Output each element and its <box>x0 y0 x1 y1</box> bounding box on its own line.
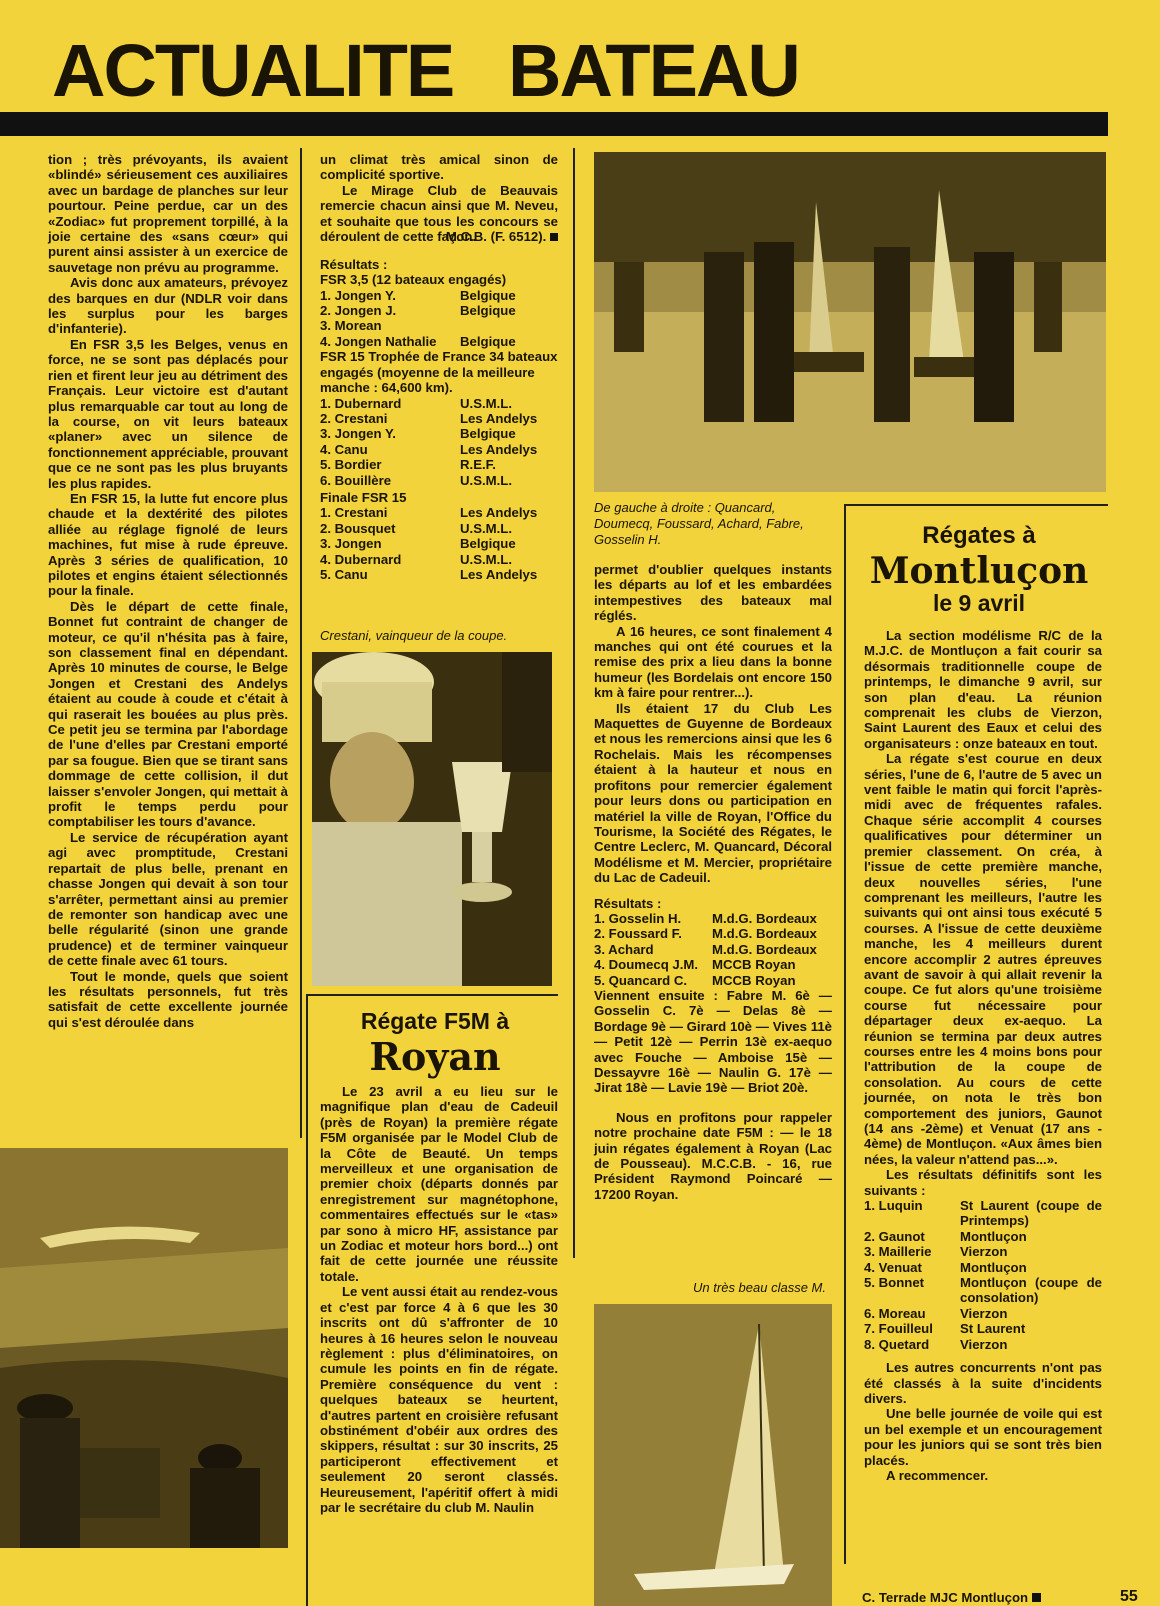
photo-caption-boat: Un très beau classe M. <box>693 1280 826 1295</box>
header-bar <box>0 112 1108 136</box>
table-row: 2. Crestani Les Andelys <box>320 410 538 426</box>
photo-caption-group: De gauche à droite : Quancard, Doumecq, Foussard, Achard, Fabre, Gosselin H. <box>594 500 804 547</box>
table-row: 7. Fouilleul St Laurent <box>864 1321 1026 1337</box>
paragraph: Dès le départ de cette finale, Bonnet fut contraint de changer de moteur, ce qu'il n'hésita pas à faire, son classement final en dépendant. Après 10 minutes de course, le Belge Jongen et Crestani des Andelys étaient au coude à coude et c'était à qui raserait les bouées au plus près. Ce petit jeu se termina par l'abordage de l'une d'elles par Crestani emporté par sa fougue. Bien que se tirant sans dommage de cette collision, il dut laisser s'envoler Jongen, qui mettait à profit le temps perdu pour comptabiliser les tours d'avance. <box>48 598 288 830</box>
paragraph: Le 23 avril a eu lieu sur le magnifique plan d'eau de Cadeuil (près de Royan) la première régate F5M organisée par le Model Club de la Côte de Beauté. Un temps merveilleux et une organisation de premier choix (départs donnés par enregistrement sur magnétophone, commentaires effectués sur le «tas» par sono à micro HF, assistance par un Zodiac et moteur hors bord...) ont fait de cette journée une réussite totale. <box>320 1084 558 1284</box>
table-row: 4. Venuat Montluçon <box>864 1259 1027 1275</box>
fsr15-results <box>320 396 537 488</box>
photo-crestani-trophy <box>312 652 552 986</box>
table-row: 3. Achard M.d.G. Bordeaux <box>594 941 817 957</box>
finale-results <box>320 505 537 582</box>
montlucon-title-line1: Régates à <box>922 522 1036 549</box>
royan-text <box>320 1084 558 1515</box>
table-row: 3. Maillerie Vierzon <box>864 1244 1008 1260</box>
table-row: 5. Quancard C. MCCB Royan <box>594 972 796 988</box>
table-row: 6. Bouillère U.S.M.L. <box>320 472 513 488</box>
column-2-text <box>320 152 558 582</box>
montlucon-title-line2: Montluçon <box>869 550 1089 592</box>
table-row: 4. Jongen Nathalie Belgique <box>320 333 516 349</box>
paragraph: A 16 heures, ce sont finalement 4 manches qui ont été courues et la remise des prix a lieu dans la bonne humeur (les Bordelais ont encore 150 km à faire pour rentrer...). <box>594 623 832 701</box>
table-row: 4. Dubernard U.S.M.L. <box>320 551 513 567</box>
paragraph: Le service de récupération ayant agi avec promptitude, Crestani repartait de plus belle, prenant en chasse Jongen qui devait à son tour s'arrêter, permettant ainsi au premier de remonter son handicap avec une belle régularité (sinon une grande prudence) et de terminer vainqueur de cette finale avec 61 tours. <box>48 829 288 969</box>
paragraph: En FSR 3,5 les Belges, venus en force, ne se sont pas déplacés pour rien et firent leur jeu au détriment des Français. Leur victoire est d'autant plus remarquable car tout au long de la course, on vit leurs bateaux «planer» avec un silence de fonctionnement appréciable, prouvant que ce ne sont pas les plus bruyants les plus rapides. <box>48 336 288 491</box>
table-row: 1. Dubernard U.S.M.L. <box>320 395 513 411</box>
column-3-text <box>594 562 832 1202</box>
royan-title-line1: Régate F5M à <box>360 1008 510 1034</box>
table-row: 3. Morean <box>320 318 382 334</box>
table-row: 1. Luquin St Laurent (coupe de Printemps) <box>864 1198 1102 1229</box>
paragraph: La section modélisme R/C de la M.J.C. de Montluçon a fait courir sa désormais traditionnelle coupe de printemps, le dimanche 9 avril, sur son plan d'eau. La réunion comprenait les clubs de Vierzon, Saint Laurent des Eaux et celui des organisateurs : onze bateaux en tout. <box>864 628 1102 751</box>
table-row: 4. Doumecq J.M. MCCB Royan <box>594 957 796 973</box>
paragraph: Tout le monde, quels que soient les résultats personnels, fut très satisfait de cette excellente journée qui s'est déroulée dans <box>48 968 288 1030</box>
paragraph: En FSR 15, la lutte fut encore plus chaude et la dextérité des pilotes alliée au réglage fignolé de leurs machines, fut mise à rude épreuve. Après 3 séries de qualification, 10 pilotes et engins étaient sélectionnés pour la finale. <box>48 490 288 599</box>
header-title-bateau: BATEAU <box>508 29 799 112</box>
table-row: 2. Bousquet U.S.M.L. <box>320 520 513 536</box>
table-row: 1. Jongen Y. Belgique <box>320 287 516 303</box>
royan-results <box>594 911 817 988</box>
paragraph-reminder: Nous en profitons pour rappeler notre prochaine date F5M : — le 18 juin régates également à Royan (Lac de Pousseau). M.C.C.B. - 16, rue Président Raymond Poincaré — 17200 Royan. <box>594 1109 832 1202</box>
royan-box-rule <box>306 994 558 996</box>
paragraph: Avis donc aux amateurs, prévoyez des barques en dur (NDLR voir dans les surplus pour les barges d'infanterie). <box>48 275 288 337</box>
montlucon-box-rule <box>844 504 1108 506</box>
royan-title-line2: Royan <box>369 1034 501 1079</box>
fsr35-results <box>320 288 516 350</box>
column-1-text <box>48 152 288 1030</box>
paragraph: tion ; très prévoyants, ils avaient «blindé» sérieusement ces auxiliaires avec un bardage de planches sur leur pourtour. Peine perdue, car un des «Zodiac» fut proprement torpillé, à la joie certaine des «sans cœur» qui purent ainsi assister à un exercice de sauvetage non prévu au programme. <box>48 152 288 275</box>
table-row: 2. Gaunot Montluçon <box>864 1228 1027 1244</box>
paragraph: Les autres concurrents n'ont pas été classés à la suite d'incidents divers. <box>864 1360 1102 1406</box>
montlucon-text <box>864 628 1102 1483</box>
photo-caption-crestani: Crestani, vainqueur de la coupe. <box>320 628 508 643</box>
table-row: 1. Gosselin H. M.d.G. Bordeaux <box>594 910 817 926</box>
paragraph: un climat très amical sinon de complicité sportive. <box>320 152 558 183</box>
montlucon-title-line3: le 9 avril <box>932 590 1026 616</box>
table-row: 2. Jongen J. Belgique <box>320 303 516 319</box>
fsr15-heading: FSR 15 Trophée de France 34 bateaux engagés (moyenne de la meilleure manche : 64,600 km). <box>320 349 558 396</box>
paragraph: Le vent aussi était au rendez-vous et c'est par force 4 à 6 que les 30 inscrits ont dû s'affronter de 10 heures à 16 heures selon le nouveau règlement : plus d'éliminatoires, on cumule les points en fin de régate. Première conséquence du vent : quelques bateaux se heurtent, d'autres partent en croisière refusant obstinément d'obéir aux ordres des skippers, résultat : sur 30 inscrits, 25 participeront effectivement et seulement 20 seront classés. Heureusement, l'apéritif offert à midi par le secrétaire du club M. Naulin <box>320 1284 558 1515</box>
paragraph: Viennent ensuite : Fabre M. 6è — Gosselin C. 7è — Delas 8è — Bordage 9è — Girard 10è — Vives 11è — Petit 12è — Perrin 13è ex-aequo avec Fouche — Amboise 15è — Dessayvre 16è — Naulin G. 17è — Jirat 18è — Lavie 19è — Briot 20è. <box>594 987 832 1096</box>
finale-heading: Finale FSR 15 <box>320 489 407 505</box>
paragraph: permet d'oublier quelques instants les départs au lof et les embardées intempestives des bateaux mal réglés. <box>594 562 832 624</box>
header-title-actualite: ACTUALITE <box>52 29 454 112</box>
signature-terrade: C. Terrade MJC Montluçon <box>862 1590 1041 1605</box>
table-row: 8. Quetard Vierzon <box>864 1336 1008 1352</box>
table-row: 5. Bordier R.E.F. <box>320 457 496 473</box>
paragraph: Le Mirage Club de Beauvais remercie chacun ainsi que M. Neveu, et souhaite que tous les concours se déroulent de cette façon. <box>320 182 558 245</box>
results-heading: Résultats : <box>320 256 388 272</box>
fsr35-heading: FSR 3,5 (12 bateaux engagés) <box>320 272 507 288</box>
photo-group-beach <box>594 152 1106 492</box>
table-row: 4. Canu Les Andelys <box>320 441 538 457</box>
page-number: 55 <box>1120 1588 1138 1605</box>
column-rule <box>573 148 575 1258</box>
table-row: 2. Foussard F. M.d.G. Bordeaux <box>594 926 817 942</box>
montlucon-results <box>864 1198 1102 1352</box>
montlucon-box-border <box>844 504 846 1564</box>
photo-boats-race <box>0 1148 288 1548</box>
paragraph: La régate s'est courue en deux séries, l'une de 6, l'autre de 5 avec un vent faible le matin qui forcit l'après-midi avec de fréquentes rafales. Chaque série accomplit 4 courses qualificatives pour déterminer un premier classement. On créa, à l'issue de cette première manche, deux nouvelles séries, l'une comprenant les meilleurs, l'autre les suivants qui ont ainsi tous exécuté 5 courses. A l'issue de cette deuxième manche, les 4 meilleurs durent encore accomplir 2 autres épreuves avant de savoir à qui allait revenir la coupe. Ce fut alors qu'une troisième course fut nécessaire pour départager deux ex-aequo. La réunion se termina par deux autres courses entre les 4 moins bons pour l'attribution de la coupe de consolation. Au cours de cette journée, on nota le très bon comportement des juniors, Gaunot (14 ans -2ème) et Venuat (17 ans - 4ème) de Montluçon. «Aux âmes bien nées, la valeur n'attend pas...». <box>864 751 1102 1167</box>
paragraph: Une belle journée de voile qui est un bel exemple et un encouragement pour les juniors qui se sont très bien placés. <box>864 1406 1102 1468</box>
table-row: 3. Jongen Belgique <box>320 536 516 552</box>
signature-mcb: M.C.B. (F. 6512). <box>320 229 558 244</box>
paragraph: Les résultats définitifs sont les suivants : <box>864 1167 1102 1198</box>
table-row: 5. Bonnet Montluçon (coupe de consolation) <box>864 1275 1102 1306</box>
table-row: 5. Canu Les Andelys <box>320 566 538 582</box>
royan-box-border <box>306 994 308 1606</box>
table-row: 3. Jongen Y. Belgique <box>320 426 516 442</box>
table-row: 1. Crestani Les Andelys <box>320 505 538 521</box>
photo-sailboat <box>594 1304 832 1606</box>
paragraph: Ils étaient 17 du Club Les Maquettes de Guyenne de Bordeaux et nous les remercions ainsi que les 6 Rochelais. Mais les récompenses étaient à la hauteur et nous en profitons pour remercier également pour leurs dons ou participation en matériel la ville de Royan, l'Office du Tourisme, la Société des Régates, le Centre Leclerc, M. Quancard, Décoral Modélisme et M. Mercier, propriétaire du Lac de Cadeuil. <box>594 700 832 886</box>
table-row: 6. Moreau Vierzon <box>864 1305 1008 1321</box>
results-heading: Résultats : <box>594 895 662 911</box>
column-rule <box>300 148 302 1138</box>
paragraph: A recommencer. <box>886 1467 989 1483</box>
